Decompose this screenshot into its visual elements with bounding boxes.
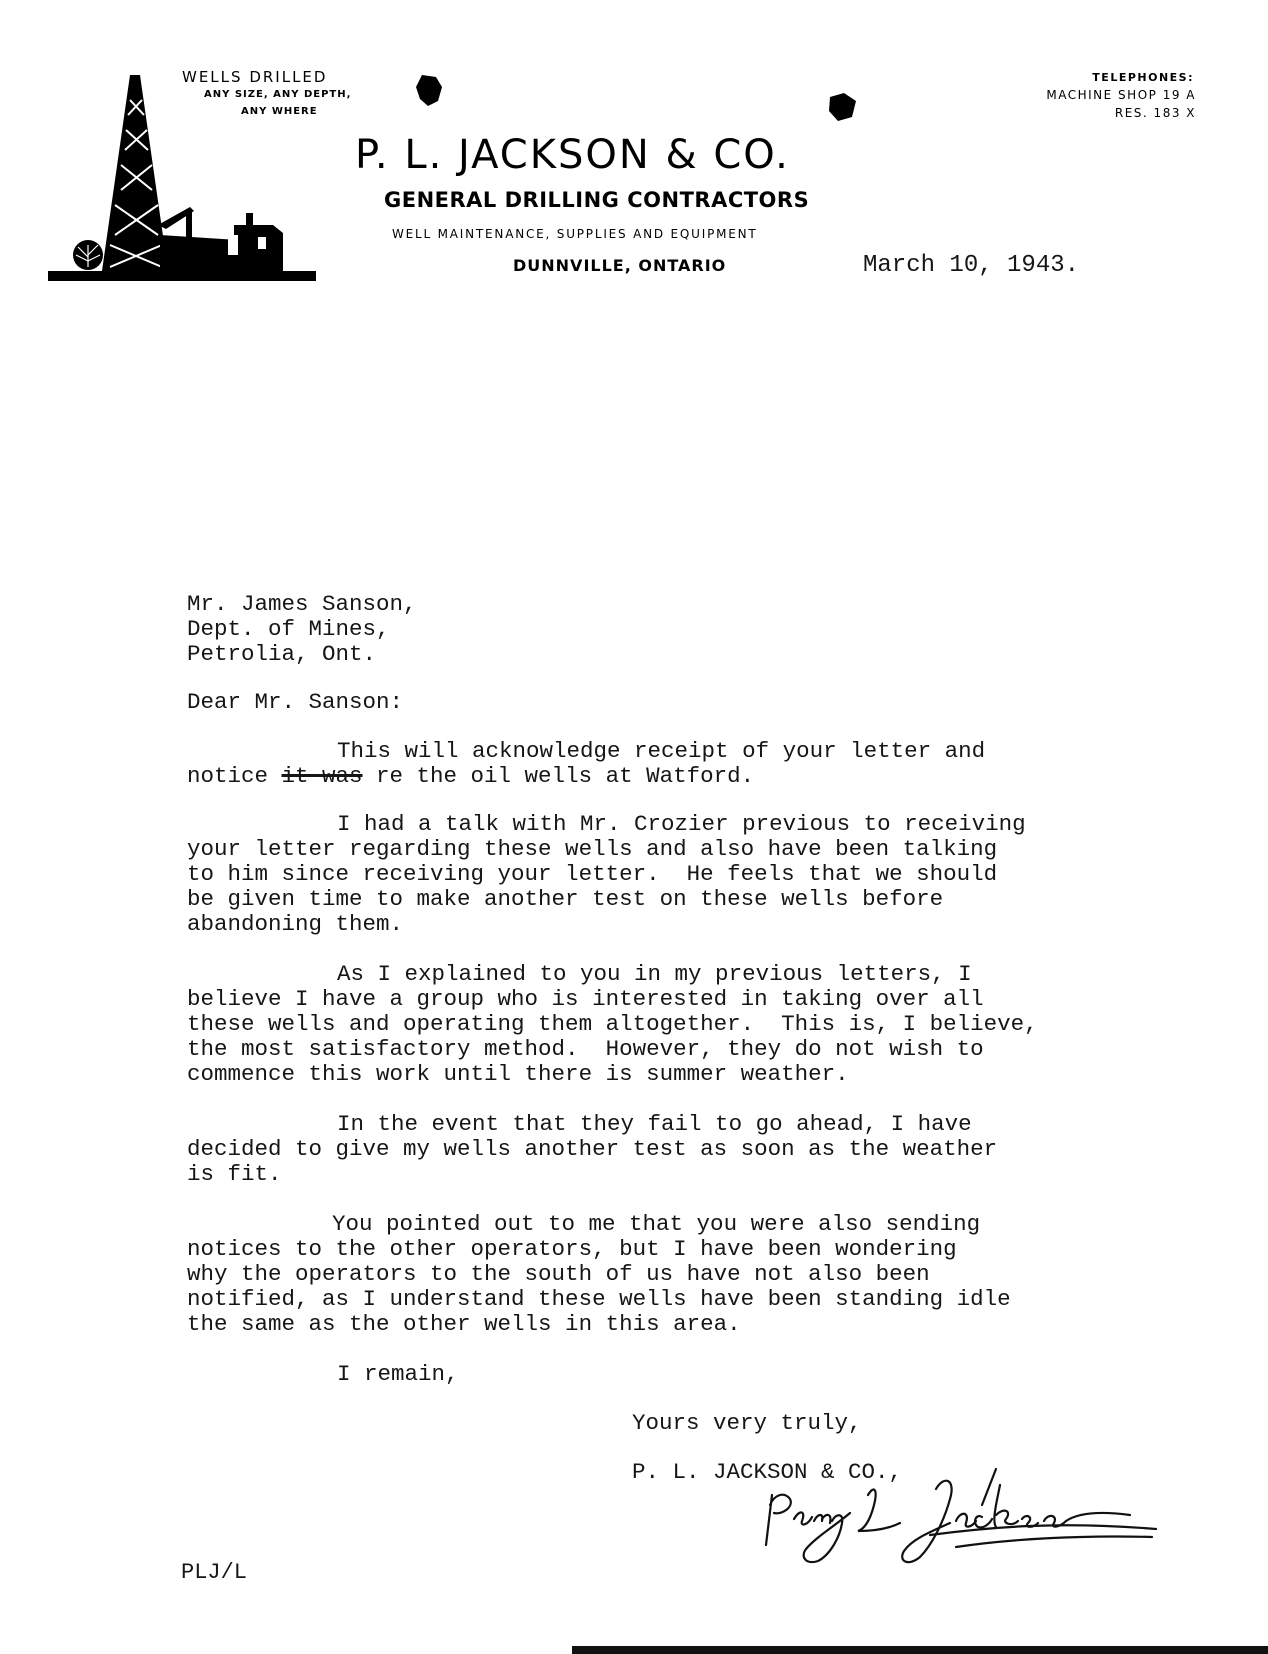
struck-text: it was [281, 763, 363, 789]
telephone-residence: RES. 183 X [1114, 106, 1196, 120]
wells-drilled-line2: ANY WHERE [241, 106, 318, 117]
body-line: these wells and operating them altogether. This is, I believe, [187, 1011, 1038, 1037]
body-line: believe I have a group who is interested in taking over all [187, 986, 984, 1012]
letter-date: March 10, 1943. [863, 252, 1080, 279]
body-line: decided to give my wells another test as soon as the weather [187, 1136, 998, 1162]
recipient-dept: Dept. of Mines, [187, 616, 390, 642]
recipient-city: Petrolia, Ont. [187, 641, 377, 667]
recipient-name: Mr. James Sanson, [187, 591, 417, 617]
body-line: notified, as I understand these wells have been standing idle [187, 1286, 1011, 1312]
body-line: abandoning them. [187, 911, 404, 937]
body-line: notice it was re the oil wells at Watford. [187, 763, 755, 789]
body-line: the same as the other wells in this area. [187, 1311, 741, 1337]
wells-drilled-line1: ANY SIZE, ANY DEPTH, [204, 89, 352, 100]
body-line: I had a talk with Mr. Crozier previous to receiving [337, 811, 1026, 837]
body-line: This will acknowledge receipt of your letter and [337, 738, 986, 764]
handwritten-signature [760, 1465, 1160, 1575]
company-tagline: GENERAL DRILLING CONTRACTORS [384, 188, 810, 212]
body-line: to him since receiving your letter. He feels that we should [187, 861, 998, 887]
body-line: be given time to make another test on these wells before [187, 886, 944, 912]
closing-remain: I remain, [337, 1361, 459, 1387]
page-edge-rule [572, 1646, 1268, 1654]
body-line: You pointed out to me that you were also sending [332, 1211, 981, 1237]
body-line: As I explained to you in my previous letters, I [337, 961, 972, 987]
company-services: WELL MAINTENANCE, SUPPLIES AND EQUIPMENT [392, 227, 758, 241]
ink-blot [414, 73, 444, 107]
body-line: notices to the other operators, but I have been wondering [187, 1236, 957, 1262]
typist-initials: PLJ/L [181, 1560, 248, 1585]
wells-drilled-title: WELLS DRILLED [182, 68, 328, 86]
company-name: P. L. JACKSON & CO. [355, 132, 790, 178]
ink-blot [826, 91, 858, 123]
company-location: DUNNVILLE, ONTARIO [513, 256, 727, 275]
body-line: In the event that they fail to go ahead, I have [337, 1111, 972, 1137]
closing-company: P. L. JACKSON & CO., [632, 1459, 903, 1485]
body-line: why the operators to the south of us have not also been [187, 1261, 930, 1287]
body-line: commence this work until there is summer weather. [187, 1061, 849, 1087]
salutation: Dear Mr. Sanson: [187, 689, 404, 715]
body-line: your letter regarding these wells and also have been talking [187, 836, 998, 862]
closing-yours: Yours very truly, [632, 1410, 862, 1436]
body-line: is fit. [187, 1161, 282, 1187]
telephones-label: TELEPHONES: [1092, 71, 1194, 84]
telephone-machine-shop: MACHINE SHOP 19 A [1046, 88, 1196, 102]
body-line: the most satisfactory method. However, they do not wish to [187, 1036, 984, 1062]
